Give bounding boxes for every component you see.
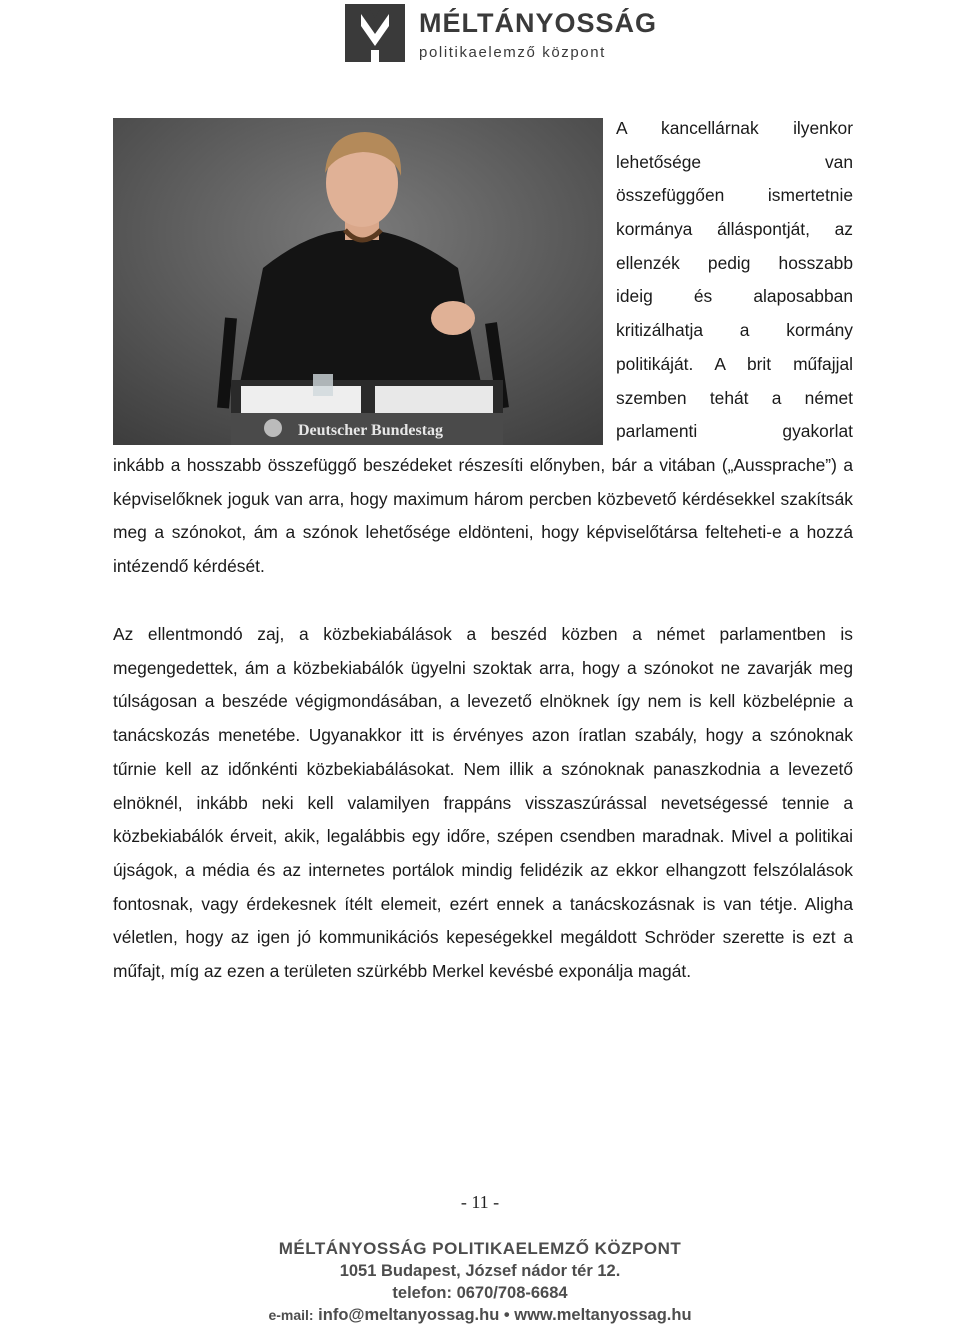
side-line: ellenzék pedig hosszabb — [616, 252, 853, 273]
footer-contact — [0, 1304, 960, 1326]
podium-sign: Deutscher Bundestag — [298, 422, 444, 439]
page-number: - 11 - — [460, 1192, 500, 1212]
footer-phone: telefon: 0670/708-6684 — [392, 1284, 568, 1302]
paragraph-1-side — [616, 112, 853, 449]
side-line: kormánya álláspontját, az — [616, 219, 853, 240]
side-line: parlamenti gyakorlat — [616, 421, 853, 442]
paragraph-1-continuation: inkább a hosszabb összefüggő beszédeket részesíti előnyben, bár a vitában („Aussprache”) a képviselőknek joguk van arra, hogy maximum három percben közbevető kérdésekkel szakítsák meg a szónokot, ám a szónok lehetősége eldönteni, hogy képviselőtársa felteheti-e a hozzá intézendő kérdését. — [113, 455, 853, 577]
footer-org-name: MÉLTÁNYOSSÁG POLITIKAELEMZŐ KÖZPONT — [278, 1239, 682, 1258]
side-line: lehetősége van — [616, 151, 853, 172]
speaker-photo — [113, 118, 603, 445]
side-line: összefüggően ismertetnie — [616, 185, 853, 206]
footer-website-link[interactable]: www.meltanyossag.hu — [514, 1306, 692, 1324]
photo-illustration — [113, 118, 603, 445]
side-line: politikáját. A brit műfajjal — [616, 353, 853, 374]
meltanyossag-logo-icon — [345, 4, 405, 62]
footer-separator: • — [503, 1306, 510, 1324]
header-logo — [345, 4, 658, 64]
side-line: szemben tehát a német — [616, 387, 853, 408]
footer-address: 1051 Budapest, József nádor tér 12. — [339, 1262, 621, 1280]
footer — [0, 1238, 960, 1326]
brand-title: MÉLTÁNYOSSÁG — [419, 8, 658, 38]
side-line: ideig és alaposabban — [616, 286, 853, 307]
paragraph-2: Az ellentmondó zaj, a közbekiabálások a beszéd közben a német parlamentben is megengedettek, ám a közbekiabálók ügyelni szoktak arra, hogy a szónokot ne zavarják meg túlságosan a beszéde végigmondásában, a levezető elnöknek így nem is kell közbelépnie a tanácskozás menetébe. Ugyanakkor itt is érvényes azon íratlan szabály, hogy a szónoknak tűrnie kell az időnkénti közbekiabálásokat. Nem illik a szónoknak panaszkodnia a levezető elnöknél, inkább neki kell valamilyen frappáns visszaszúrással nevetségessé tennie a közbekiabálók érveit, akik, legalábbis egy időre, szépen csendben maradnak. Mivel a politikai újságok, a média és az internetes portálok mindig felidézik az ekkor elhangzott felszólalások fontosnak, vagy érdekesnek ítélt elemeit, ezért ennek a tanácskozásnak is van tétje. Aligha véletlen, hogy az igen jó kommunikációs kepeségekkel megáldott Schröder szerette is ezt a műfajt, míg az ezen a területen szürkébb Merkel kevésbé exponálja magát. — [113, 624, 853, 982]
footer-email-link[interactable]: info@meltanyossag.hu — [318, 1306, 500, 1324]
side-line: A kancellárnak ilyenkor — [616, 118, 853, 138]
footer-email-label: e-mail: — [268, 1307, 314, 1323]
brand-subtitle: politikaelemző központ — [419, 44, 606, 61]
side-line: kritizálhatja a kormány — [616, 320, 853, 341]
